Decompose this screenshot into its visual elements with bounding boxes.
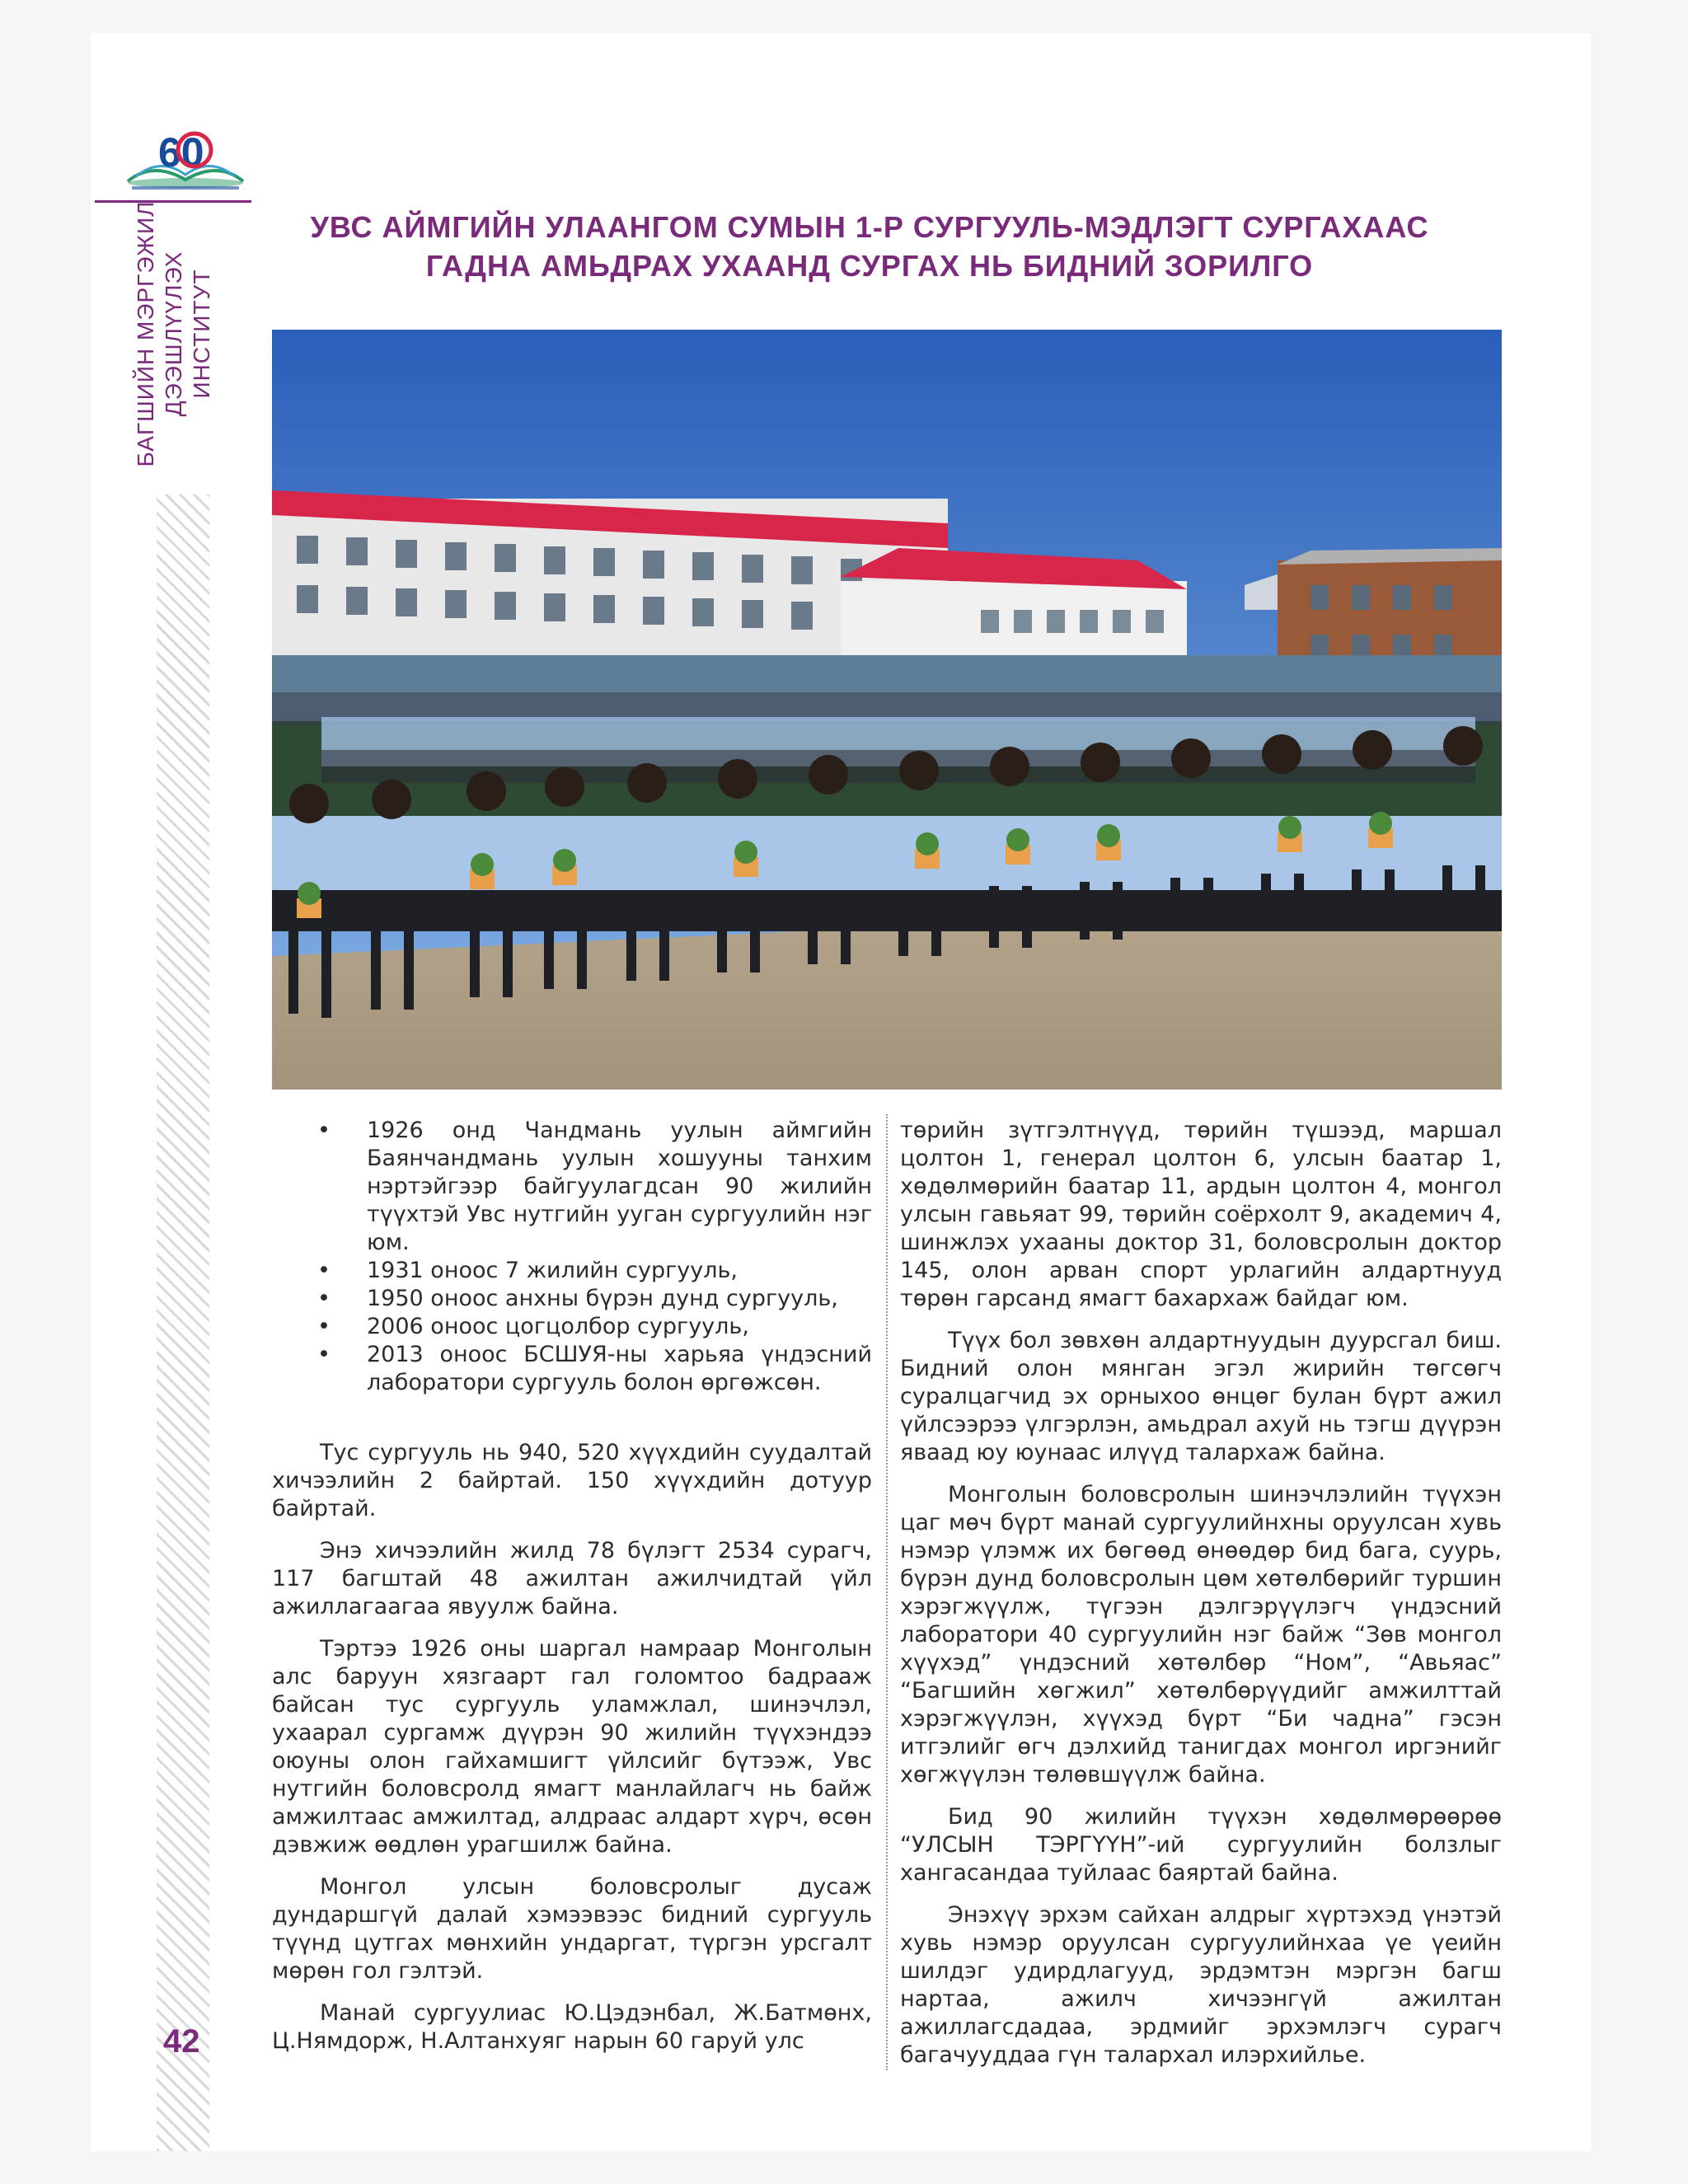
- logo-number: 60: [158, 129, 204, 176]
- paragraph: Монголын боловсролын шинэчлэлийн түүхэн цаг мөч бүрт манай сургуулийнхны оруулсан хувь нэмэр үлэмж их бөгөөд өнөөдөр бид бага, суурь, бүрэн дунд боловсролын цөм хөтөлбөрийг туршин хэрэгжүүлж, түгээн дэлгэрүүлэгч үндэсний лаборатори 40 сургуулийн нэг байж “Зөв монгол хүүхэд” үндэсний хөтөлбөр “Ном”, “Авьяас” “Багшийн хөгжил” хөтөлбөрүүдийг амжилттай хэрэгжүүлэн, хүүхэд бүрт “Би чадна” гэсэн итгэлийг өгч дэлхийд танигдах монгол иргэнийг хөгжүүлэн төлөвшүүлж байна.: [900, 1482, 1502, 1788]
- school-assembly-photo: [272, 330, 1502, 1090]
- list-item: • 1926 онд Чандмань уулын аймгийн Баянчандмань уулын хошууны танхим нэртэйгээр байгуулагдсан 90 жилийн түүхтэй Увс нутгийн ууган сургуулийн нэг юм.: [367, 1117, 872, 1257]
- list-item: • 2006 оноос цогцолбор сургууль,: [367, 1313, 872, 1341]
- column-divider: [886, 1114, 888, 2070]
- paragraph: Энэ хичээлийн жилд 78 бүлэгт 2534 сурагч, 117 багштай 48 ажилтан ажилчидтай үйл ажиллагаагаа явуулж байна.: [272, 1538, 872, 1619]
- paragraph: Энэхүү эрхэм сайхан алдрыг хүртэхэд үнэтэй хувь нэмэр оруулсан сургуулийнхаа үе үеийн шилдэг удирдлагууд, эрдэмтэн мэргэн багш нартаа, ажилч хичээнгүй ажилтан ажиллагсдадаа, эрдмийг эрхэмлэгч сурагч багачууддаа гүн талархал илэрхийлье.: [900, 1902, 1502, 2068]
- spacer: [272, 1397, 872, 1439]
- institute-line-1: БАГШИЙН МЭРГЭЖИЛ: [133, 200, 158, 467]
- sidebar-hatch-pattern: [157, 494, 209, 2151]
- history-bullet-list: [317, 1117, 872, 1397]
- paragraph: Тэртээ 1926 оны шаргал намраар Монголын алс баруун хязгаарт гал голомтоо бадрааж байсан тус сургууль уламжлал, шинэчлэл, ухаарал сургамж дүүрэн 90 жилийн түүхэндээ оюуны олон гайхамшигт үйлсийг бүтээж, Увс нутгийн боловсролд ямагт манлайлагч нь байж амжилтаас амжилтад, алдраас алдарт хүрч, өсөн дэвжиж өөдлөн урагшилж байна.: [272, 1636, 872, 1858]
- institute-line-2: ДЭЭШЛҮҮЛЭХ ИНСТИТУТ: [161, 251, 214, 417]
- left-column: [272, 1117, 872, 2069]
- article-title-line-1: УВС АЙМГИЙН УЛААНГОМ СУМЫН 1-Р СУРГУУЛЬ-МЭДЛЭГТ СУРГАХААС: [310, 210, 1429, 244]
- paragraph: Манай сургуулиас Ю.Цэдэнбал, Ж.Батмөнх, Ц.Нямдорж, Н.Алтанхуяг нарын 60 гаруй улс: [272, 2000, 872, 2054]
- article-title: [272, 208, 1467, 285]
- page-number: 42: [163, 2023, 200, 2060]
- institute-name-vertical: [132, 185, 216, 482]
- paragraph: Монгол улсын боловсролыг дусаж дундаршгүй далай хэмээвээс бидний сургууль түүнд цутгах мөнхийн ундаргат, түргэн урсгалт мөрөн гол гэлтэй.: [272, 1874, 872, 1984]
- article-title-line-2: ГАДНА АМЬДРАХ УХААНД СУРГАХ НЬ БИДНИЙ ЗОРИЛГО: [425, 249, 1314, 283]
- paragraph: Түүх бол зөвхөн алдартнуудын дуурсгал биш. Бидний олон мянган эгэл жирийн төгсөгч суралцагчид эх орныхоо өнцөг булан бүрт ажил үйлсээрээ үлгэрлэн, амьдрал ахуй нь тэгш дүүрэн яваад юу юунаас илүүд талархаж байна.: [900, 1328, 1502, 1465]
- paragraph: Бид 90 жилийн түүхэн хөдөлмөрөөрөө “УЛСЫН ТЭРГҮҮН”-ий сургуулийн болзлыг хангасандаа туйлаас баяртай байна.: [900, 1804, 1502, 1886]
- list-item: • 1931 оноос 7 жилийн сургууль,: [367, 1257, 872, 1285]
- list-item: • 2013 оноос БСШУЯ-ны харьяа үндэсний лаборатори сургууль болон өргөжсөн.: [367, 1341, 872, 1397]
- list-item: • 1950 оноос анхны бүрэн дунд сургууль,: [367, 1285, 872, 1313]
- paragraph: Тус сургууль нь 940, 520 хүүхдийн суудалтай хичээлийн 2 байртай. 150 хүүхдийн дотуур байртай.: [272, 1440, 872, 1521]
- right-column: [900, 1117, 1502, 2083]
- paragraph: төрийн зүтгэлтнүүд, төрийн түшээд, маршал цолтон 1, генерал цолтон 6, улсын баатар 1, хөдөлмөрийн баатар 11, ардын цолтон 4, монгол улсын гавьяат 99, төрийн соёрхолт 9, академич 4, шинжлэх ухааны доктор 31, боловсролын доктор 145, олон арван спорт урлагийн алдартнууд төрөн гарсанд ямагт бахархаж байдаг юм.: [900, 1118, 1502, 1311]
